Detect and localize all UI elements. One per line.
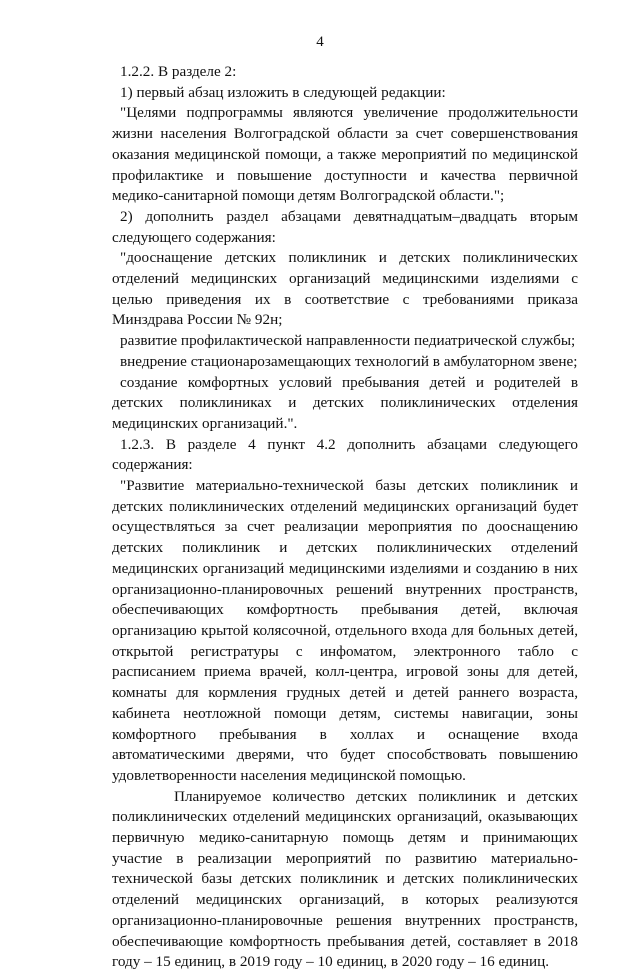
paragraph-item-2: 2) дополнить раздел абзацами девятнадцатым–двадцать вторым следующего содержания: [112, 207, 578, 246]
paragraph-quote-goals: "Целями подпрограммы являются увеличение продолжительности жизни населения Волгоградской области за счет совершенствования оказания медицинской помощи, а также мероприятий по медицинской профилактике и повышение доступности и качества первичной медико-санитарной помощи детям Волгоградской области."; [112, 104, 578, 205]
paragraph-item-1: 1) первый абзац изложить в следующей редакции: [120, 83, 446, 101]
paragraph-prevention: развитие профилактической направленности педиатрической службы; [120, 332, 576, 350]
document-body [112, 62, 578, 973]
paragraph-quote-development: "Развитие материально-технической базы детских поликлиник и детских поликлинических отделений медицинских организаций будет осуществляться за счет реализации мероприятия по дооснащению детских поликлиник и детских поликлинических отделений медицинских организаций медицинскими изделиями и созданию в них организационно-планировочных решений внутренних пространств, обеспечивающих комфортность пребывания детей, включая организацию крытой колясочной, отдельного входа для больных детей, открытой регистратуры с инфоматом, электронного табло с расписанием приема врачей, колл-центра, игровой зоны для детей, комнаты для кормления грудных детей и детей раннего возраста, кабинета неотложной помощи детям, системы навигации, зоны комфортного пребывания в холлах и оснащение входа автоматическими дверями, что будет способствовать повышению удовлетворенности населения медицинской помощью. [112, 477, 578, 784]
paragraph-comfort-conditions: создание комфортных условий пребывания детей и родителей в детских поликлиниках и детских поликлинических отделения медицинских организаций.". [112, 373, 578, 432]
paragraph-quote-equipment: "дооснащение детских поликлиник и детских поликлинических отделений медицинских организаций медицинскими изделиями с целью приведения их в соответствие с требованиями приказа Минздрава России № 92н; [112, 249, 578, 329]
paragraph-planned-count: Планируемое количество детских поликлиник и детских поликлинических отделений медицинских организаций, оказывающих первичную медико-санитарную помощь детям и принимающих участие в реализации мероприятий по развитию материально-технической базы детских поликлиник и детских поликлинических отделений медицинских организаций, в которых реализуются организационно-планировочные решения внутренних пространств, обеспечивающие комфортность пребывания детей, составляет в 2018 году – 15 единиц, в 2019 году – 10 единиц, в 2020 году – 16 единиц. [112, 787, 578, 971]
page-number: 4 [316, 34, 324, 50]
paragraph-section-1-2-2: 1.2.2. В разделе 2: [120, 63, 237, 80]
paragraph-section-1-2-3: 1.2.3. В разделе 4 пункт 4.2 дополнить абзацами следующего содержания: [112, 435, 578, 474]
paragraph-outpatient: внедрение стационарозамещающих технологий в амбулаторном звене; [120, 352, 578, 370]
